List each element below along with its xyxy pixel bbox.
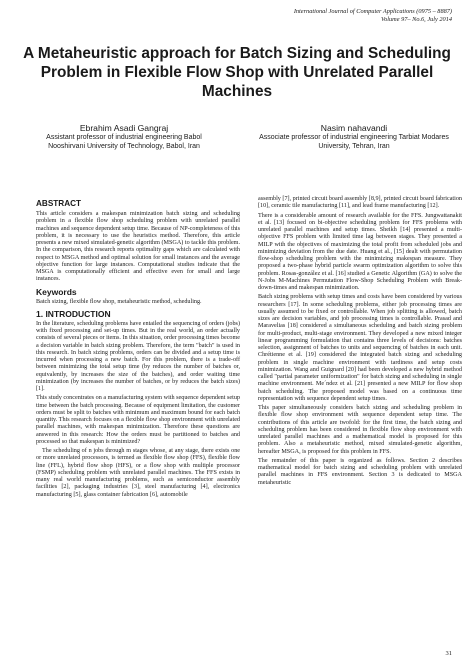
left-column: [36, 196, 240, 501]
introduction-heading: 1. INTRODUCTION: [36, 308, 111, 319]
journal-volume: Volume 97– No.6, July 2014: [380, 16, 452, 23]
intro-paragraph: This study concentrates on a manufacturing system with sequence dependent setup time between the batch processing. Because of equipment limitation, the customer orders must be split to batches with minimum and maximum bound for each batch quantity. This research focuses on a flexible flow shop environment with unrelated parallel machines, with makespan minimization. Therefore these questions are answered in this research: How the orders must be partitioned to batches and processed so that makespan is minimized?: [36, 395, 240, 445]
right-column: [258, 196, 462, 489]
body-paragraph: This paper simultaneously considers batch sizing and scheduling problem in flexible flow shop environment with sequence dependent setup time. The contributions of this article are twofold: for the first time, the batch sizing and scheduling problem has been considered in flexible flow shop environment with unrelated parallel machines and a mathematical model is proposed for this problem. Also a metaheuristic method, mixed simulated-genetic algorithm, hereafter MSGA, is proposed for this problem in FFS.: [258, 405, 462, 455]
page-number: 31: [445, 650, 452, 657]
journal-header: [294, 8, 452, 24]
keywords-heading: Keywords: [36, 286, 77, 297]
author-name: Nasim nahavandi: [320, 123, 388, 133]
body-paragraph: Batch sizing problems with setup times and costs have been considered by various researchers [17]. In some scheduling problems, either job processing times are usually assumed to be fixed or controllable. When job splitting is allowed, batch sizes are decision variables, and job processing times is controllable. Prasad and Maravelias [18] considered a simultaneous scheduling and batch sizing problem for multi-product, multi-stage environment. They developed a new mixed integer linear programming formulation that contains three levels of decisions: batches selection, assignment of batches to units and sequencing of batches in each unit. Chrétienne et al. [19] considered the integrated batch sizing and scheduling problem in single machine environment with tardiness and setup costs minimization. Wang and Guignard [20] had been developed a new hybrid method called "partial parameter uniformization" for batch sizing and scheduling in single machine environment. Me´ndez et al. [21] presented a new MILP for flow shop batch scheduling. The proposed model was based on a continuous time representation with sequence dependent setup times.: [258, 294, 462, 402]
keywords-text: Batch sizing, flexible flow shop, metaheuristic method, scheduling.: [36, 298, 202, 305]
author-block-2: [258, 123, 450, 151]
intro-paragraph: The scheduling of n jobs through m stages whose, at any stage, there exists one or more unrelated processors, is termed as flexible flow shop (FFS), flexible flow line (FFL), hybrid flow shop (HFS), or a flow shop with multiple processor (FSMP) scheduling problem with unrelated parallel machines. The FFS exists in many real world manufacturing problems, such as semiconductor assembly facilities [2], packaging industries [3], steel manufacturing [4], electronics manufacturing [5], glass container fabrication [6], automobile: [36, 448, 240, 498]
body-paragraph: The remainder of this paper is organized as follows. Section 2 describes mathematical model for batch sizing and scheduling problem with unrelated parallel machines in FFS environment. Section 3 is dedicated to MSGA metaheuristic: [258, 457, 462, 486]
intro-paragraph: In the literature, scheduling problems have entailed the sequencing of orders (jobs) with fixed processing and set-up times. But in the real world, an order actually consists of several pieces or items. In this situation, order processing times become a decision variable in batch sizing problem. Therefore, the term "batch" is used in this research. In batch sizing problems, orders can be divided and a setup time is incurred when processing a new batch. For this problem, there is a trade-off between minimizing the total setup time (by reduces the number of batches or, equivalently, by increases the size of the batches), and order waiting time minimization (by increases the number of batches, or by reduces the batch sizes) [1].: [36, 320, 240, 392]
author-affiliation: Assistant professor of industrial engineering Babol Nooshirvani University of Technology, Babol, Iran: [46, 134, 202, 150]
body-paragraph: assembly [7], printed circuit board assembly [8,9], printed circuit board fabrication [10], ceramic tile manufacturing [11], and lead frame manufacturing [12].: [258, 196, 462, 210]
paper-title: A Metaheuristic approach for Batch Sizing and Scheduling Problem in Flexible Flow Shop with Unrelated Parallel Machines: [23, 45, 451, 100]
author-affiliation: Associate professor of industrial engineering Tarbiat Modares University, Tehran, Iran: [259, 134, 449, 150]
abstract-heading: ABSTRACT: [36, 199, 82, 208]
body-paragraph: There is a considerable amount of research available for the FFS. Jungwattanakit et al. [13] focused on bi-objective scheduling problem for FFS problems with unrelated parallel machines and setup times. Sheikh [14] presented a multi-objective FFS problem with limited time lag between stages. They presented a MILP with the objectives of maximizing the total profit from scheduled jobs and minimizing deviation from the due date. Huang et al., [15] dealt with permutation flow-shop scheduling problem with the minimizing makespan measure. They proposed a two-phase hybrid particle swarm optimization algorithm to solve this problem. Rosas-gonzález et al. [16] studied a Genetic Algorithm (GA) to solve the N-Jobs M-Machines Permutation Flow-Shop Scheduling Problem with Break-down-times and makespan minimization.: [258, 212, 462, 291]
journal-name: International Journal of Computer Applications (0975 – 8887): [293, 8, 452, 15]
author-name: Ebrahim Asadi Gangraj: [79, 123, 169, 133]
author-block-1: [30, 123, 218, 151]
abstract-text: This article considers a makespan minimization batch sizing and scheduling problem in a flexible flow shop scheduling problem with unrelated parallel machines and sequence dependent setup time. Because of NP-completeness of this problem, it is necessary to use the heuristics method. Therefore, this article presents a new mixed simulated-genetic algorithm (MSGA) to tackle this problem. In the comparison, this research reports optimality gaps which are calculated with respect to MSGA method and optimal solution for small instances and the average objective function for large instances. Computational studies indicate that the MSGA is computationally efficient and effective even for small and large instances.: [36, 211, 240, 283]
